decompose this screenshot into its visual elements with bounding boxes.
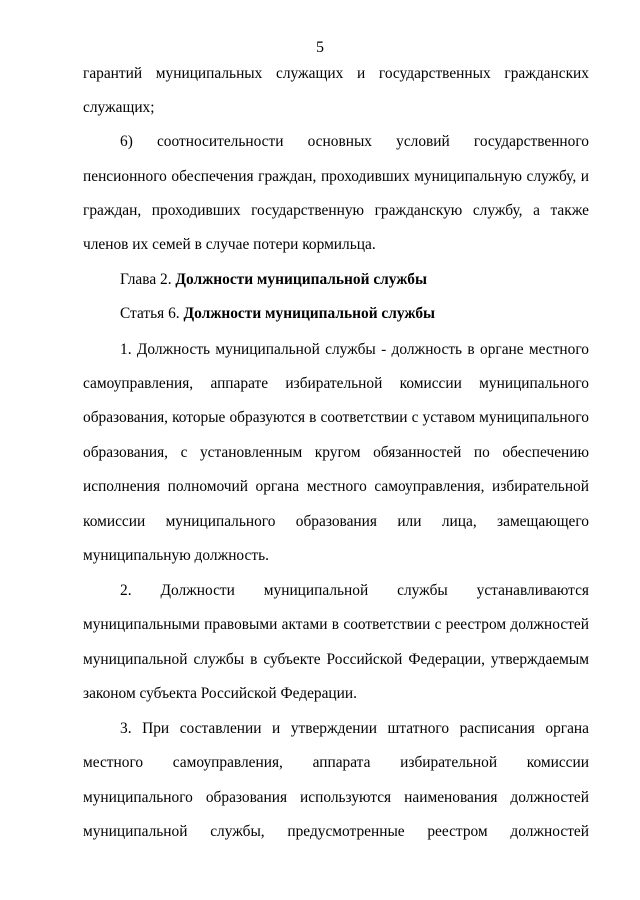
text-line: гарантий муниципальных служащих и государственных гражданских <box>83 65 589 82</box>
article-heading <box>120 304 589 324</box>
text-line: законом субъекта Российской Федерации. <box>83 685 357 702</box>
text-line: исполнения полномочий органа местного самоуправления, избирательной <box>83 478 589 495</box>
chapter-title: Должности муниципальной службы <box>175 271 427 288</box>
chapter-prefix: Глава 2. <box>120 271 176 288</box>
text-line: образования, которые образуются в соответствии с уставом муниципального <box>83 409 589 426</box>
page-number: 5 <box>316 39 324 56</box>
chapter-heading <box>120 270 589 290</box>
text-line: пенсионного обеспечения граждан, проходивших муниципальную службу, и <box>83 168 589 185</box>
article-prefix: Статья 6. <box>120 305 184 322</box>
text-line: членов их семей в случае потери кормильца. <box>83 236 376 253</box>
text-line: граждан, проходивших государственную гражданскую службу, а также <box>83 202 589 219</box>
text-line: самоуправления, аппарате избирательной комиссии муниципального <box>83 375 589 392</box>
article-title: Должности муниципальной службы <box>183 305 436 322</box>
text-line: комиссии муниципального образования или лица, замещающего <box>83 513 589 530</box>
text-line: муниципальными правовыми актами в соответствии с реестром должностей <box>83 616 589 633</box>
text-line: 2. Должности муниципальной службы устанавливаются <box>120 582 589 599</box>
text-line: образования, с установленным кругом обязанностей по обеспечению <box>83 444 589 461</box>
text-line: муниципальную должность. <box>83 547 269 564</box>
text-line: 3. При составлении и утверждении штатного расписания органа <box>120 720 589 737</box>
text-line: муниципальной службы в субъекте Российской Федерации, утверждаемым <box>83 651 589 668</box>
text-line: 6) соотносительности основных условий государственного <box>120 133 589 150</box>
text-line: муниципального образования используются наименования должностей <box>83 789 589 806</box>
text-line: 1. Должность муниципальной службы - должность в органе местного <box>120 341 589 358</box>
text-line: муниципальной службы, предусмотренные реестром должностей <box>83 823 589 840</box>
text-line: местного самоуправления, аппарата избирательной комиссии <box>83 754 589 771</box>
text-line: служащих; <box>83 99 155 116</box>
